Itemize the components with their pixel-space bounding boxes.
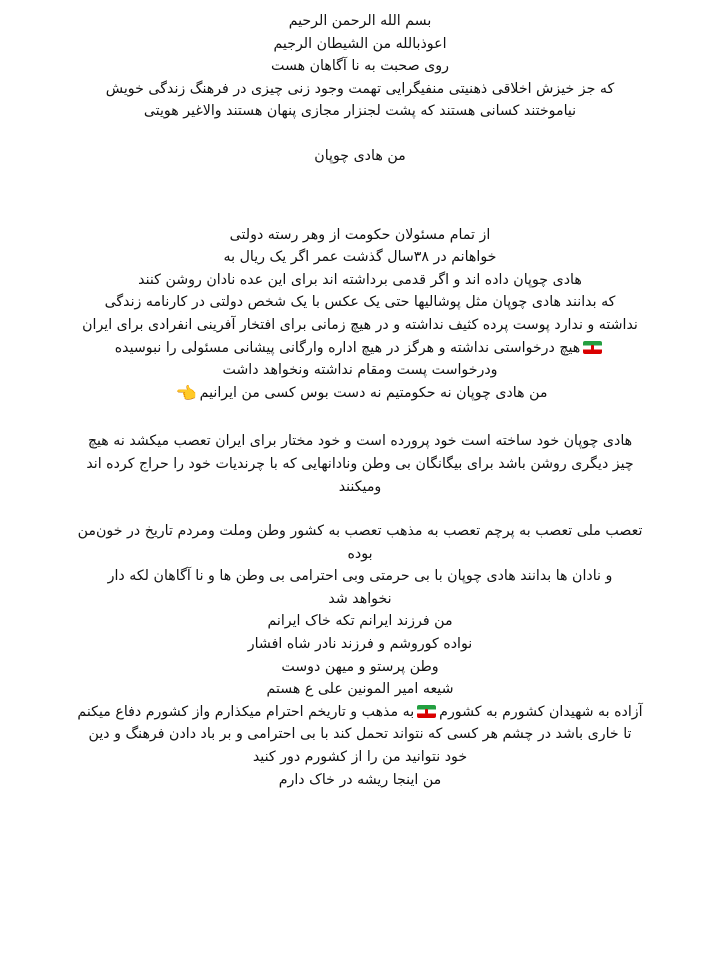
pointing-hand-icon: 👈 — [175, 383, 197, 404]
paragraph-line: نواده کوروشم و فرزند نادر شاه افشار — [247, 636, 473, 653]
flag-line-after: به مذهب و تاریخم احترام میکذارم واز کشورم دفاع میکنم — [77, 703, 415, 720]
paragraph-line — [18, 382, 702, 405]
paragraph-line: از تمام مسئولان حکومت از وهر رسته دولتی — [229, 226, 491, 243]
paragraph-line: نداشته و ندارد پوست پرده کثیف نداشته و در هیچ زمانی برای افتخار آفرینی انفرادی برای ایران — [82, 316, 638, 333]
paragraph-3 — [18, 520, 702, 791]
paragraph-line: هادی چوپان داده اند و اگر قدمی برداشته اند برای این عده نادان روشن کنند — [138, 271, 582, 288]
paragraph-line: تا خاری باشد در چشم هر کسی که نتواند تحمل کند با بی احترامی و بر باد دادن فرهنگ و دین — [88, 726, 632, 743]
paragraph-line — [18, 701, 702, 724]
paragraph-line: تعصب ملی تعصب به پرچم تعصب به مذهب تعصب به کشور وطن وملت ومردم تاریخ در خون‌من — [77, 523, 643, 540]
iran-flag-icon — [417, 705, 436, 718]
hand-line-text: من هادی چوپان نه حکومتیم نه دست بوس کسی من ایرانیم — [199, 384, 548, 401]
signature-line: من هادی چوپان — [314, 147, 406, 164]
paragraph-line: ومیکنند — [338, 478, 382, 495]
paragraph-line: چیز دیگری روشن باشد برای بیگانگان بی وطن ونادانهایی که با چرندیات خود را حراج کرده اند — [86, 455, 634, 472]
closing-line: من اینجا ریشه در خاک دارم — [278, 771, 442, 788]
paragraph-line: من فرزند ایرانم تکه خاک ایرانم — [267, 613, 453, 630]
iran-flag-icon — [583, 341, 602, 354]
flag-line-before: آزاده به شهیدان کشورم به کشورم — [439, 703, 643, 720]
paragraph-line: شیعه امیر المونین علی ع هستم — [266, 681, 454, 698]
paragraph-2 — [18, 430, 702, 498]
paragraph-1 — [18, 224, 702, 405]
intro-line: نیاموختند کسانی هستند که پشت لجنزار مجازی پنهان هستند والاغیر هویتی — [143, 103, 577, 120]
paragraph-line: که بدانند هادی چوپان مثل پوشالیها حتی یک عکس با یک شخص دولتی در کارنامه زندگی — [104, 294, 616, 311]
paragraph-line: خود نتوانید من را از کشورم دور کنید — [252, 749, 468, 766]
basmala-line: بسم الله الرحمن الرحیم — [288, 13, 432, 29]
paragraph-line: هادی چوپان خود ساخته است خود پرورده است و خود مختار برای ایران تعصب میکشد نه هیچ — [87, 433, 633, 450]
intro-block — [18, 10, 702, 123]
paragraph-line: نخواهد شد — [328, 590, 392, 607]
paragraph-line: و نادان ها بدانند هادی چوپان با بی حرمتی وبی احترامی بی وطن ها و نا آگاهان لکه دار — [107, 568, 613, 585]
paragraph-line: ودرخواست پست ومقام نداشته ونخواهد داشت — [222, 362, 498, 379]
flag-line-text: هیچ درخواستی نداشته و هرگز در هیچ اداره وارگانی پیشانی مسئولی را نبوسیده — [114, 339, 581, 356]
intro-line: روی صحبت به نا آگاهان هست — [271, 58, 449, 75]
istiadha-line: اعوذبالله من الشیطان الرجیم — [273, 35, 447, 52]
intro-line: که جز خیزش اخلاقی ذهنیتی منفیگرایی تهمت وجود زنی چیزی در فرهنگ زندگی خویش — [105, 80, 615, 97]
paragraph-line — [18, 337, 702, 360]
paragraph-line: وطن پرستو و میهن دوست — [281, 658, 439, 675]
paragraph-line: خواهانم در ۳۸سال گذشت عمر اگر یک ریال به — [223, 249, 497, 266]
paragraph-line: بوده — [347, 545, 373, 562]
